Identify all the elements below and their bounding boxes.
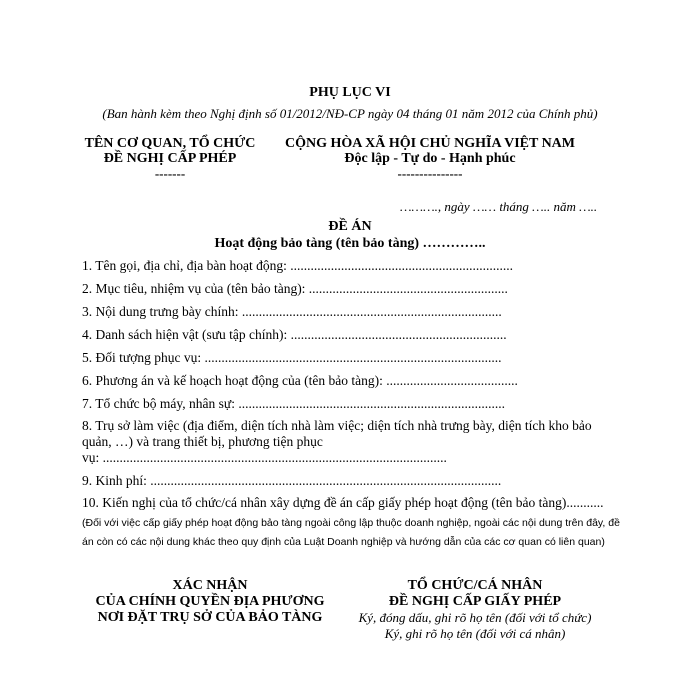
item-8-line3: vụ: ...................................................................................................... bbox=[82, 450, 447, 465]
left-dash: ------- bbox=[154, 166, 186, 181]
country-name: CỘNG HÒA XÃ HỘI CHỦ NGHĨA VIỆT NAM bbox=[284, 136, 575, 151]
applicant-individual-sign: Ký, ghi rõ họ tên (đối với cá nhân) bbox=[384, 626, 566, 641]
applicant-request: ĐỀ NGHỊ CẤP GIẤY PHÉP bbox=[388, 594, 562, 609]
national-motto: Độc lập - Tự do - Hạnh phúc bbox=[344, 151, 516, 166]
item-6: 6. Phương án và kế hoạch hoạt động của (tên bảo tàng): ....................................... bbox=[82, 373, 518, 388]
issued-note: (Ban hành kèm theo Nghị định số 01/2012/NĐ-CP ngày 04 tháng 01 năm 2012 của Chính phủ) bbox=[102, 106, 598, 121]
confirm-title: XÁC NHẬN bbox=[172, 578, 248, 593]
agency-name-line: TÊN CƠ QUAN, TỔ CHỨC bbox=[84, 136, 256, 151]
document-title: ĐỀ ÁN bbox=[328, 219, 372, 234]
item-8-line2: quản, …) và trang thiết bị, phương tiện phục bbox=[82, 434, 323, 449]
item-2: 2. Mục tiêu, nhiệm vụ của (tên bảo tàng): ........................................................... bbox=[82, 281, 508, 296]
confirm-authority: CỦA CHÍNH QUYỀN ĐỊA PHƯƠNG bbox=[95, 594, 325, 609]
item-10: 10. Kiến nghị của tổ chức/cá nhân xây dựng đề án cấp giấy phép hoạt động (tên bảo tàng)........... bbox=[82, 495, 604, 510]
right-dash: --------------- bbox=[397, 166, 463, 181]
item-1: 1. Tên gọi, địa chỉ, địa bàn hoạt động: .................................................................. bbox=[82, 258, 513, 273]
supplementary-note: (Đối với việc cấp giấy phép hoạt động bảo tàng ngoài công lập thuộc doanh nghiệp, ngoài các nội dung trên đây, đề án còn có các nội dung khác theo quy định của Luật Doanh nghiệp và hướng dẫn của các cơ quan có liên quan) bbox=[82, 517, 620, 548]
item-8-line1: 8. Trụ sở làm việc (địa điểm, diện tích nhà làm việc; diện tích nhà trưng bày, diện tích kho bảo bbox=[82, 418, 592, 433]
item-4: 4. Danh sách hiện vật (sưu tập chính): ................................................................ bbox=[82, 327, 507, 342]
appendix-title: PHỤ LỤC VI bbox=[309, 85, 391, 100]
item-7: 7. Tổ chức bộ máy, nhân sự: ............................................................................... bbox=[82, 396, 505, 411]
confirm-location: NƠI ĐẶT TRỤ SỞ CỦA BẢO TÀNG bbox=[97, 610, 323, 625]
item-5: 5. Đối tượng phục vụ: ........................................................................................ bbox=[82, 350, 502, 365]
agency-request-line: ĐỀ NGHỊ CẤP PHÉP bbox=[103, 151, 237, 166]
item-9: 9. Kinh phí: ........................................................................................................ bbox=[82, 473, 502, 488]
applicant-org-sign: Ký, đóng dấu, ghi rõ họ tên (đối với tổ chức) bbox=[358, 610, 592, 625]
document-subtitle: Hoạt động bảo tàng (tên bảo tàng) ………….. bbox=[214, 236, 486, 251]
date-line: ………., ngày …… tháng ….. năm ….. bbox=[400, 199, 598, 214]
item-3: 3. Nội dung trưng bày chính: ............................................................................. bbox=[82, 304, 502, 319]
applicant-title: TỔ CHỨC/CÁ NHÂN bbox=[407, 578, 543, 593]
